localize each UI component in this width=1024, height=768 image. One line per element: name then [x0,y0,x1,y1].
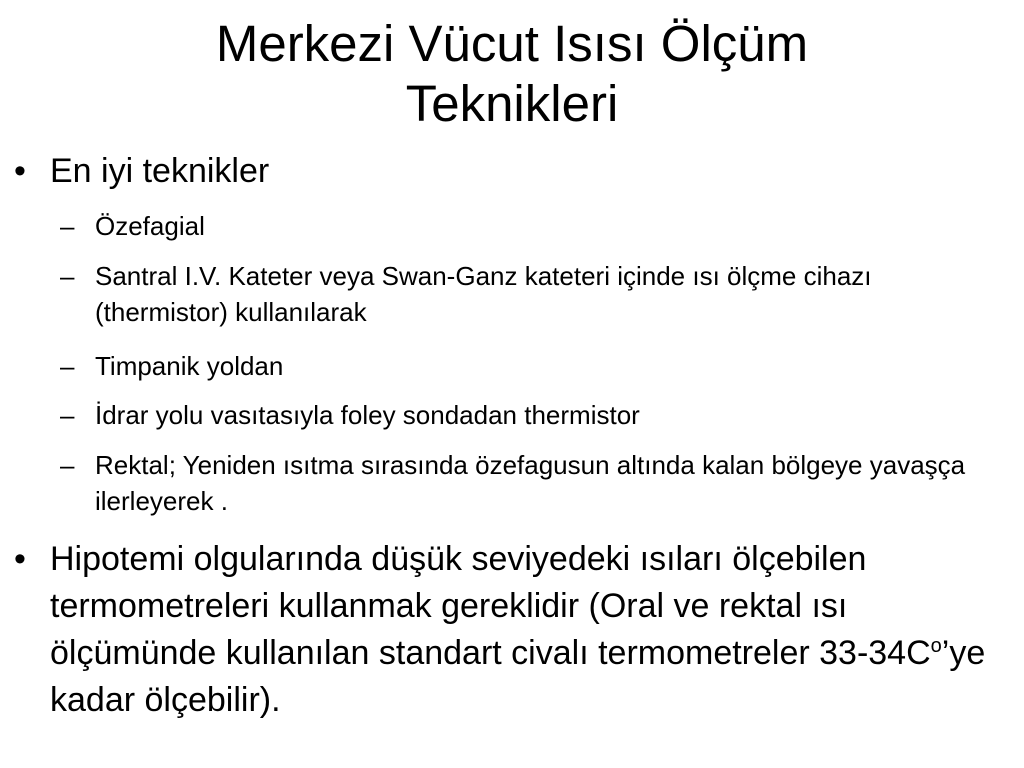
sub-item-tympanic [60,348,980,384]
sub-item-marker: – [60,261,75,291]
sub-item-marker: – [60,351,75,381]
bullet-item-hypothermia [14,536,1018,724]
sub-item-text: Özefagial [95,211,205,241]
bullet-text-main: Hipotemi olgularında düşük seviyedeki ısıları ölçebilen termometreleri kullanmak gereklidir (Oral ve rektal ısı ölçümünde kullanılan standart civalı termometreler 33-34C [50,540,931,672]
sub-item-marker: – [60,450,75,480]
bullet-text-end: ’ye kadar ölçebilir). [50,634,986,719]
sub-item-esophageal [60,208,980,244]
bullet-text [50,536,1018,724]
sub-item-marker: – [60,211,75,241]
slide-title [0,14,1024,134]
sub-item-marker: – [60,400,75,430]
bullet-text: En iyi teknikler [50,152,270,190]
slide-title-line-2: Teknikleri [405,75,619,132]
sub-item-text: İdrar yolu vasıtasıyla foley sondadan thermistor [95,400,640,430]
sub-item-urinary-foley [60,397,980,433]
sub-item-text: Rektal; Yeniden ısıtma sırasında özefagusun altında kalan bölgeye yavaşça ilerleyerek . [95,450,966,516]
degree-superscript: o [930,635,942,657]
bullet-marker: • [14,540,26,578]
sub-item-rectal [60,447,980,519]
bullet-item-best-techniques [14,148,1014,195]
bullet-marker: • [14,152,26,190]
sub-item-text: Santral I.V. Kateter veya Swan-Ganz kateteri içinde ısı ölçme cihazı (thermistor) kullanılarak [95,261,872,327]
slide-title-line-1: Merkezi Vücut Isısı Ölçüm [215,15,809,72]
sub-item-text: Timpanik yoldan [95,351,284,381]
sub-item-central-iv-catheter [60,258,980,330]
